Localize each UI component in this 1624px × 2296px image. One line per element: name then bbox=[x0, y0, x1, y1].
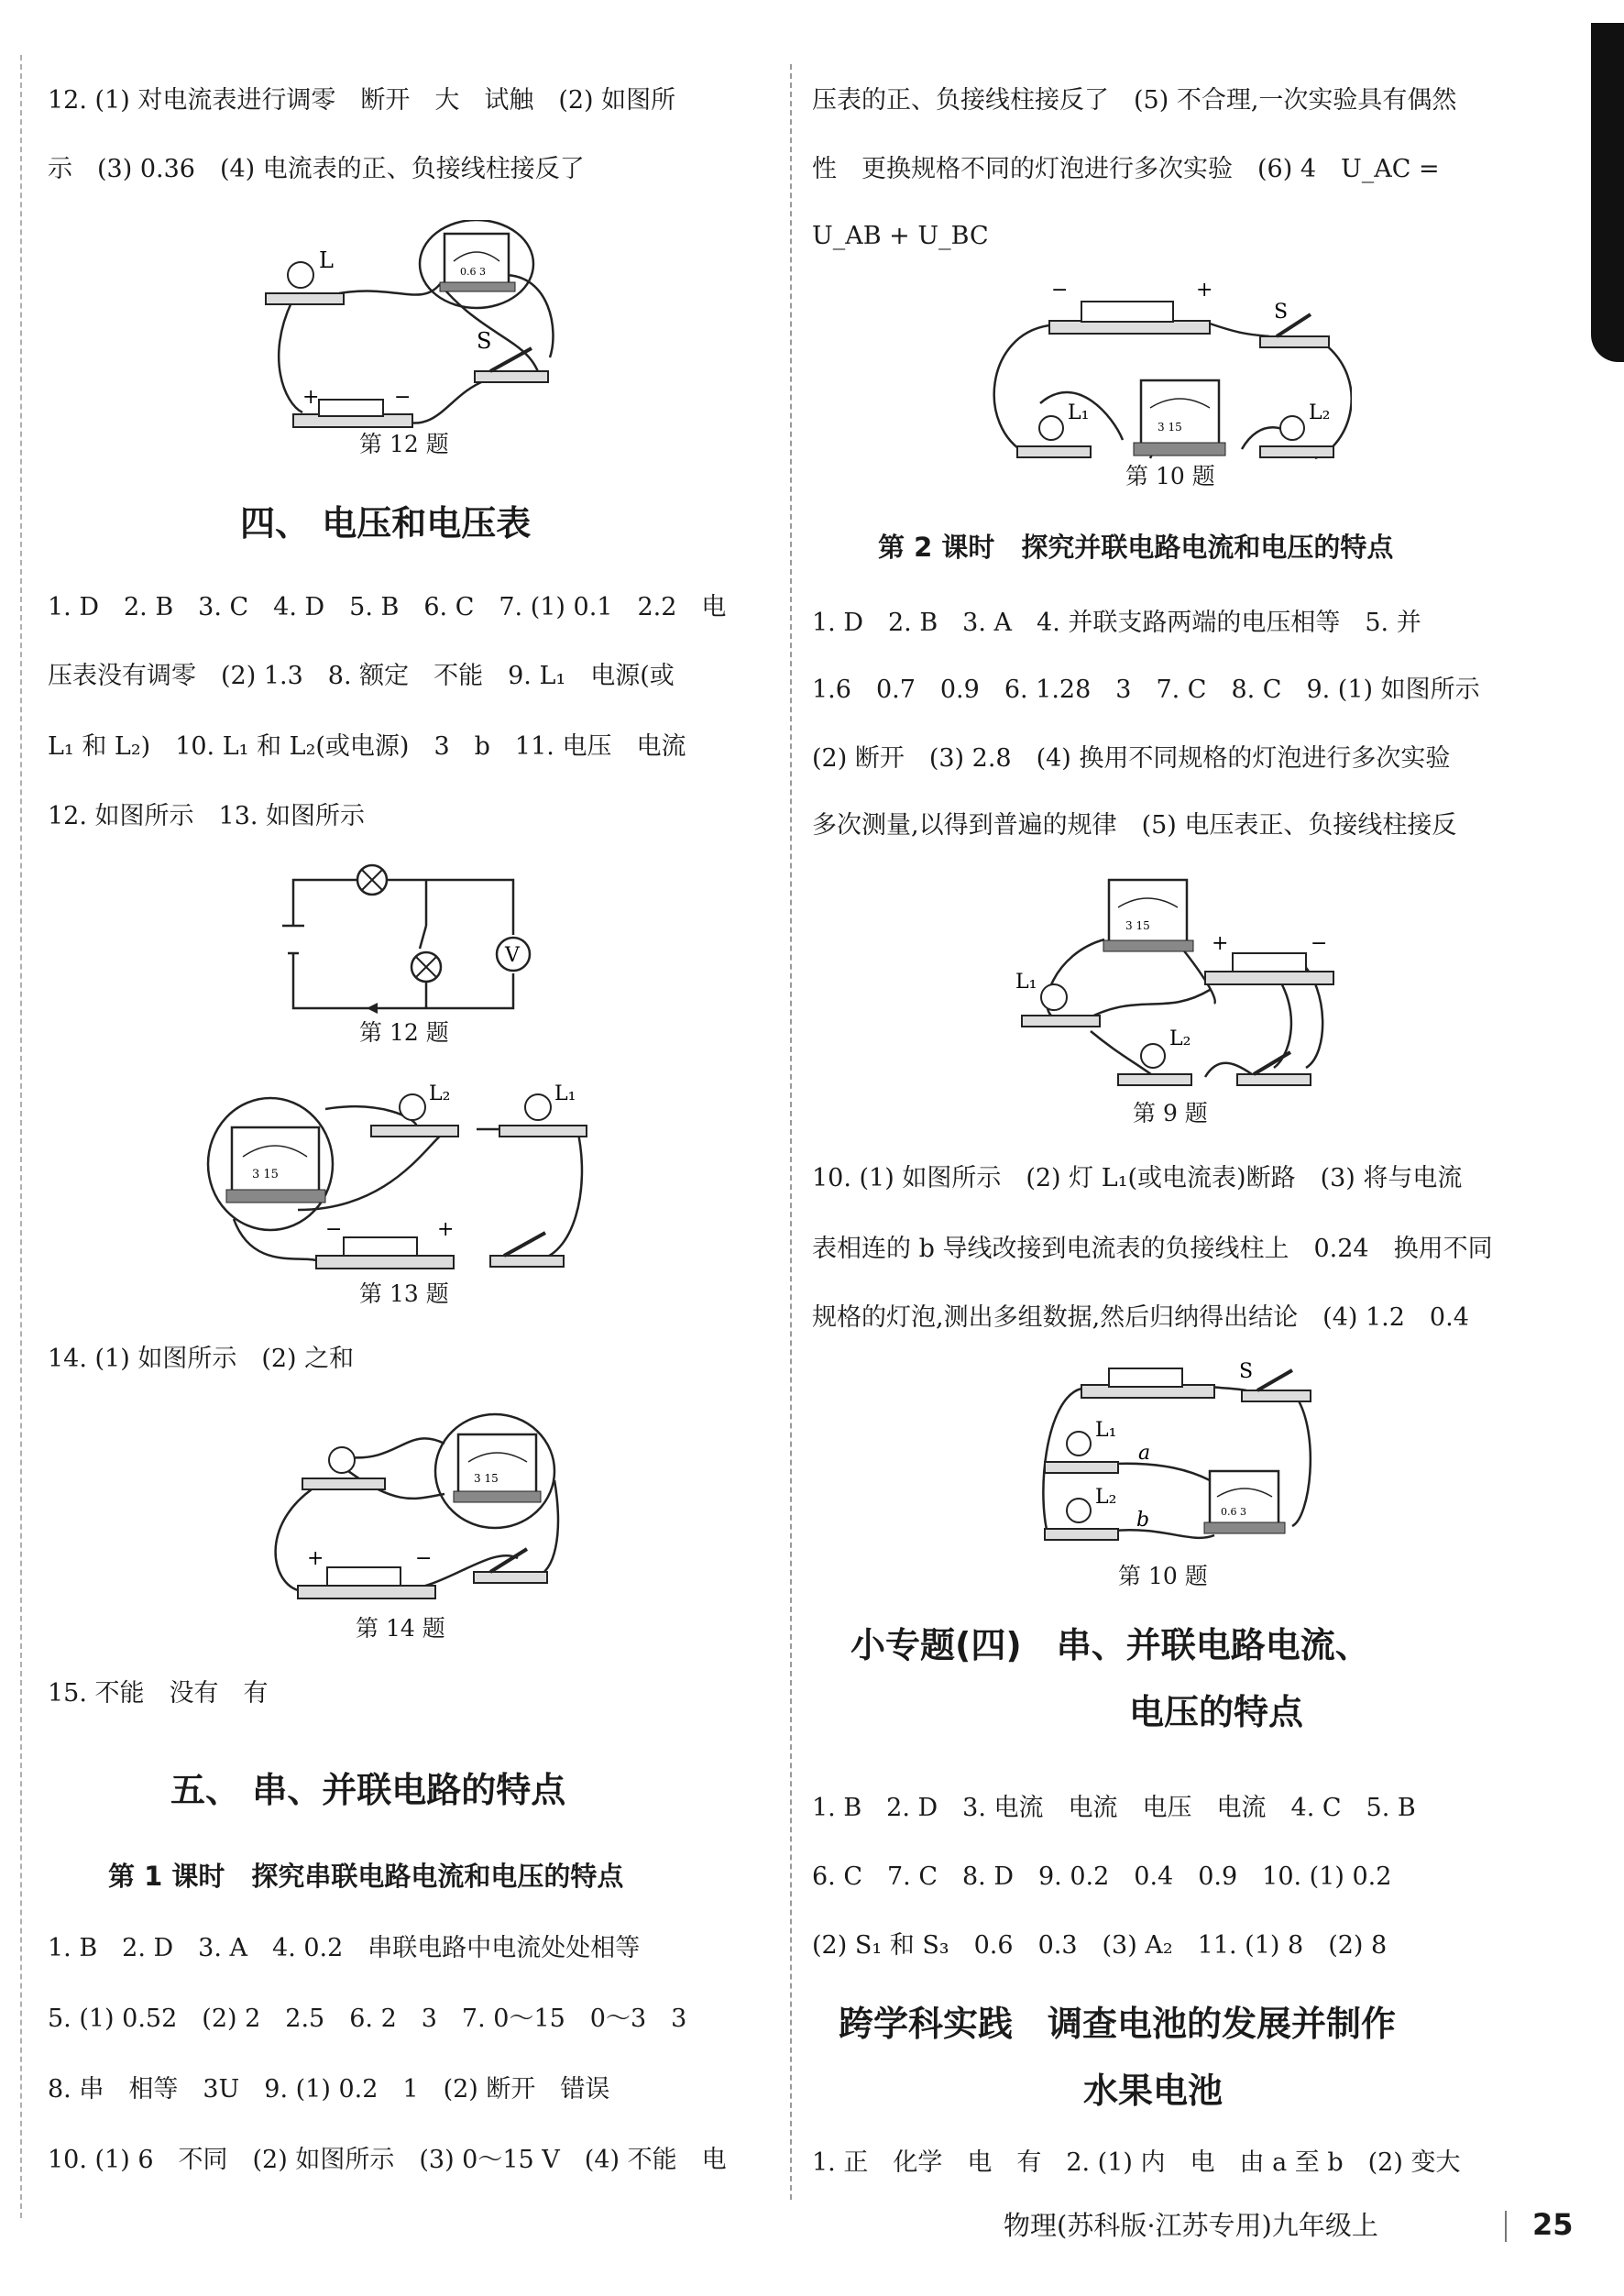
answer-line: 10. (1) 如图所示 (2) 灯 L₁(或电流表)断路 (3) 将与电流 bbox=[812, 1164, 1463, 1192]
answer-line: 压表没有调零 (2) 1.3 8. 额定 不能 9. L₁ 电源(或 bbox=[48, 662, 675, 690]
switch bbox=[474, 1549, 547, 1583]
figure-10-parallel-ammeter bbox=[1026, 1361, 1320, 1567]
svg-text:+: + bbox=[437, 1218, 455, 1241]
answer-line: 性 更换规格不同的灯泡进行多次实验 (6) 4 U_AC = bbox=[812, 155, 1440, 183]
label-a: a bbox=[1138, 1442, 1151, 1465]
svg-text:+: + bbox=[1196, 280, 1213, 302]
bulb-L2 bbox=[1045, 1486, 1149, 1540]
lamp-bottom bbox=[411, 952, 441, 982]
answer-line: U_AB + U_BC bbox=[812, 222, 989, 250]
bulb-L bbox=[266, 247, 344, 304]
figure-10-series-voltmeter bbox=[985, 280, 1352, 472]
bulb-L2 bbox=[1118, 1027, 1191, 1085]
svg-text:S: S bbox=[1239, 1361, 1254, 1383]
battery bbox=[293, 386, 412, 427]
figure-caption: 第 9 题 bbox=[1133, 1100, 1208, 1126]
lamp-top bbox=[357, 865, 387, 895]
voltmeter bbox=[454, 1434, 541, 1502]
svg-text:L₁: L₁ bbox=[1095, 1419, 1117, 1442]
svg-text:0.6 3: 0.6 3 bbox=[1221, 1506, 1246, 1518]
battery bbox=[298, 1547, 435, 1598]
lesson-title-1: 第 1 课时 探究串联电路电流和电压的特点 bbox=[108, 1861, 624, 1892]
answer-line: 6. C 7. C 8. D 9. 0.2 0.4 0.9 10. (1) 0.2 bbox=[812, 1862, 1392, 1891]
answer-line: 规格的灯泡,测出多组数据,然后归纳得出结论 (4) 1.2 0.4 bbox=[812, 1303, 1469, 1332]
switch bbox=[490, 1233, 564, 1267]
label-L2: L₂ bbox=[429, 1082, 451, 1105]
voltmeter bbox=[1103, 880, 1193, 951]
answer-line: 1. D 2. B 3. A 4. 并联支路两端的电压相等 5. 并 bbox=[812, 609, 1421, 637]
answer-line: L₁ 和 L₂) 10. L₁ 和 L₂(或电源) 3 b 11. 电压 电流 bbox=[48, 732, 686, 761]
svg-text:L₂: L₂ bbox=[1095, 1486, 1117, 1509]
figure-caption: 第 12 题 bbox=[359, 1019, 449, 1046]
bulb-L1 bbox=[1017, 401, 1091, 457]
svg-text:3 15: 3 15 bbox=[1125, 919, 1150, 932]
answer-line: 1. B 2. D 3. 电流 电流 电压 电流 4. C 5. B bbox=[812, 1794, 1416, 1822]
bulb-L1 bbox=[1015, 971, 1100, 1027]
section-title-5: 五、 串、并联电路的特点 bbox=[170, 1770, 566, 1810]
answer-line: 1.6 0.7 0.9 6. 1.28 3 7. C 8. C 9. (1) 如图所示 bbox=[812, 676, 1480, 704]
ammeter-scale: 0.6 3 bbox=[460, 266, 486, 278]
svg-text:L₂: L₂ bbox=[1169, 1027, 1191, 1050]
answer-line: 8. 串 相等 3U 9. (1) 0.2 1 (2) 断开 错误 bbox=[48, 2075, 610, 2104]
bulb bbox=[302, 1447, 385, 1489]
switch bbox=[1237, 1052, 1311, 1085]
svg-text:L₁: L₁ bbox=[1068, 401, 1090, 424]
switch-S bbox=[475, 328, 548, 382]
column-divider bbox=[790, 64, 792, 2200]
answer-line: 10. (1) 6 不同 (2) 如图所示 (3) 0～15 V (4) 不能 电 bbox=[48, 2146, 727, 2174]
svg-text:3 15: 3 15 bbox=[474, 1472, 499, 1485]
svg-text:L₁: L₁ bbox=[1015, 971, 1037, 994]
answer-line: 压表的正、负接线柱接反了 (5) 不合理,一次实验具有偶然 bbox=[812, 86, 1457, 115]
label-V: V bbox=[505, 944, 520, 967]
practice-title-line-1: 跨学科实践 调查电池的发展并制作 bbox=[839, 2004, 1397, 2044]
answer-line: (2) S₁ 和 S₃ 0.6 0.3 (3) A₂ 11. (1) 8 (2) 8 bbox=[812, 1931, 1388, 1960]
figure-12-ammeter-circuit bbox=[257, 220, 568, 440]
answer-line: 多次测量,以得到普遍的规律 (5) 电压表正、负接线柱接反 bbox=[812, 811, 1457, 840]
figure-caption: 第 10 题 bbox=[1118, 1563, 1208, 1589]
answer-line: 1. 正 化学 电 有 2. (1) 内 电 由 a 至 b (2) 变大 bbox=[812, 2148, 1461, 2177]
figure-caption: 第 13 题 bbox=[359, 1280, 449, 1307]
answer-line: (2) 断开 (3) 2.8 (4) 换用不同规格的灯泡进行多次实验 bbox=[812, 744, 1451, 773]
section-title-4: 四、 电压和电压表 bbox=[240, 503, 532, 544]
svg-text:+: + bbox=[1212, 932, 1229, 955]
page-number: 25 bbox=[1532, 2207, 1574, 2242]
practice-title-line-2: 水果电池 bbox=[1083, 2071, 1223, 2111]
battery bbox=[316, 1218, 454, 1269]
figure-caption: 第 10 题 bbox=[1125, 463, 1215, 489]
answer-line: 1. D 2. B 3. C 4. D 5. B 6. C 7. (1) 0.1 2.2 电 bbox=[48, 593, 727, 621]
ammeter bbox=[440, 234, 515, 291]
answer-line: 15. 不能 没有 有 bbox=[48, 1679, 269, 1708]
answer-line: 12. 如图所示 13. 如图所示 bbox=[48, 802, 366, 830]
label-L1: L₁ bbox=[554, 1082, 576, 1105]
answer-line: 14. (1) 如图所示 (2) 之和 bbox=[48, 1345, 355, 1373]
figure-14-voltmeter-circuit bbox=[261, 1407, 564, 1618]
ammeter bbox=[1204, 1471, 1285, 1533]
svg-text:−: − bbox=[1311, 932, 1328, 955]
switch-S bbox=[1260, 301, 1329, 347]
voltmeter-scale: 3 15 bbox=[252, 1168, 279, 1181]
answer-line: 5. (1) 0.52 (2) 2 2.5 6. 2 3 7. 0～15 0～3 3 bbox=[48, 2005, 687, 2033]
figure-12-schematic bbox=[275, 862, 550, 1017]
footer-divider bbox=[1505, 2211, 1507, 2242]
left-margin-rule bbox=[20, 55, 22, 2218]
svg-text:S: S bbox=[1274, 301, 1289, 324]
answer-line: 表相连的 b 导线改接到电流表的负接线柱上 0.24 换用不同 bbox=[812, 1235, 1493, 1263]
plus-label: + bbox=[302, 386, 320, 409]
figure-13-voltmeter-circuit bbox=[206, 1072, 591, 1283]
topic-title-line-1: 小专题(四) 串、并联电路电流、 bbox=[850, 1625, 1370, 1665]
svg-text:+: + bbox=[307, 1547, 324, 1570]
wire bbox=[279, 302, 302, 412]
figure-caption: 第 12 题 bbox=[359, 431, 449, 457]
page-edge-shadow bbox=[1591, 23, 1624, 362]
voltmeter bbox=[226, 1127, 325, 1203]
lesson-title-2: 第 2 课时 探究并联电路电流和电压的特点 bbox=[878, 532, 1394, 563]
voltmeter-symbol bbox=[497, 938, 530, 971]
bulb-L2 bbox=[1260, 401, 1333, 457]
label-b: b bbox=[1136, 1509, 1150, 1532]
figure-9-parallel-circuit bbox=[999, 871, 1347, 1095]
switch-S bbox=[1239, 1361, 1311, 1401]
answer-line: 示 (3) 0.36 (4) 电流表的正、负接线柱接反了 bbox=[48, 155, 585, 183]
answer-line: 1. B 2. D 3. A 4. 0.2 串联电路中电流处处相等 bbox=[48, 1934, 641, 1962]
battery bbox=[1049, 280, 1213, 334]
label-S: S bbox=[477, 328, 492, 354]
battery bbox=[1081, 1368, 1214, 1398]
answer-line: 12. (1) 对电流表进行调零 断开 大 试触 (2) 如图所 bbox=[48, 86, 676, 115]
svg-text:−: − bbox=[325, 1218, 343, 1241]
svg-text:−: − bbox=[415, 1547, 433, 1570]
voltmeter bbox=[1134, 380, 1225, 456]
label-L: L bbox=[319, 247, 334, 273]
topic-title-line-2: 电压的特点 bbox=[1129, 1692, 1304, 1732]
svg-text:L₂: L₂ bbox=[1309, 401, 1331, 424]
bulb-L1 bbox=[499, 1082, 587, 1137]
figure-caption: 第 14 题 bbox=[356, 1615, 445, 1642]
svg-text:3 15: 3 15 bbox=[1158, 421, 1182, 434]
battery bbox=[1205, 932, 1333, 984]
minus-label: − bbox=[394, 386, 411, 409]
footer-subject: 物理(苏科版·江苏专用)九年级上 bbox=[1004, 2210, 1378, 2241]
svg-text:−: − bbox=[1051, 280, 1069, 302]
